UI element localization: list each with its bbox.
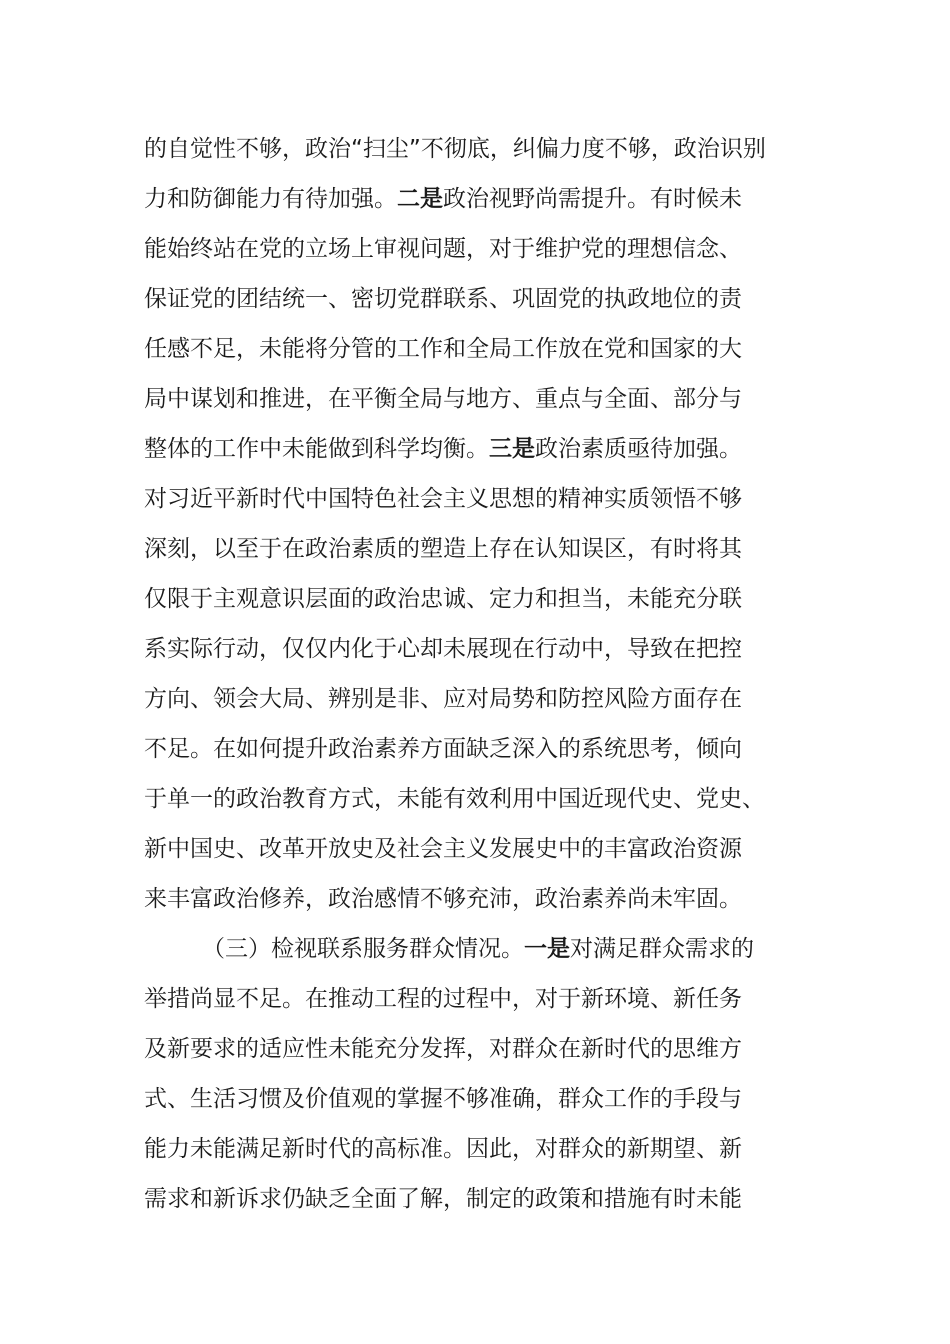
text-line: 能力未能满足新时代的高标准。因此，对群众的新期望、新 <box>144 1136 742 1162</box>
text-line: 的自觉性不够，政治“扫尘”不彻底，纠偏力度不够，政治识别 <box>144 136 766 162</box>
text-line: 方向、领会大局、辨别是非、应对局势和防控风险方面存在 <box>144 686 742 712</box>
bold-marker: 一是 <box>524 936 570 962</box>
section-heading-line: （三）检视联系服务群众情况。一是对满足群众需求的 <box>202 936 754 962</box>
bold-marker: 三是 <box>489 436 535 462</box>
text-line: 于单一的政治教育方式，未能有效利用中国近现代史、党史、 <box>144 786 765 812</box>
text-line: 对习近平新时代中国特色社会主义思想的精神实质领悟不够 <box>144 486 742 512</box>
text-line: 任感不足，未能将分管的工作和全局工作放在党和国家的大 <box>144 336 742 362</box>
body-text <box>144 124 834 1224</box>
text-line: 新中国史、改革开放史及社会主义发展史中的丰富政治资源 <box>144 836 742 862</box>
text-line: 及新要求的适应性未能充分发挥，对群众在新时代的思维方 <box>144 1036 742 1062</box>
text-line: 举措尚显不足。在推动工程的过程中，对于新环境、新任务 <box>144 986 742 1012</box>
text-line: 能始终站在党的立场上审视问题，对于维护党的理想信念、 <box>144 236 742 262</box>
text-line: 系实际行动，仅仅内化于心却未展现在行动中，导致在把控 <box>144 636 742 662</box>
text-line: 深刻，以至于在政治素质的塑造上存在认知误区，有时将其 <box>144 536 742 562</box>
text-line: 保证党的团结统一、密切党群联系、巩固党的执政地位的责 <box>144 286 742 312</box>
text-line: 局中谋划和推进，在平衡全局与地方、重点与全面、部分与 <box>144 386 742 412</box>
text-line: 仅限于主观意识层面的政治忠诚、定力和担当，未能充分联 <box>144 586 742 612</box>
text-line: 力和防御能力有待加强。二是政治视野尚需提升。有时候未 <box>144 186 742 212</box>
text-line: 需求和新诉求仍缺乏全面了解，制定的政策和措施有时未能 <box>144 1186 742 1212</box>
text-line: 式、生活习惯及价值观的掌握不够准确，群众工作的手段与 <box>144 1086 742 1112</box>
text-line: 来丰富政治修养，政治感情不够充沛，政治素养尚未牢固。 <box>144 886 742 912</box>
text-line: 整体的工作中未能做到科学均衡。三是政治素质亟待加强。 <box>144 436 742 462</box>
bold-marker: 二是 <box>397 186 443 212</box>
text-line: 不足。在如何提升政治素养方面缺乏深入的系统思考，倾向 <box>144 736 742 762</box>
